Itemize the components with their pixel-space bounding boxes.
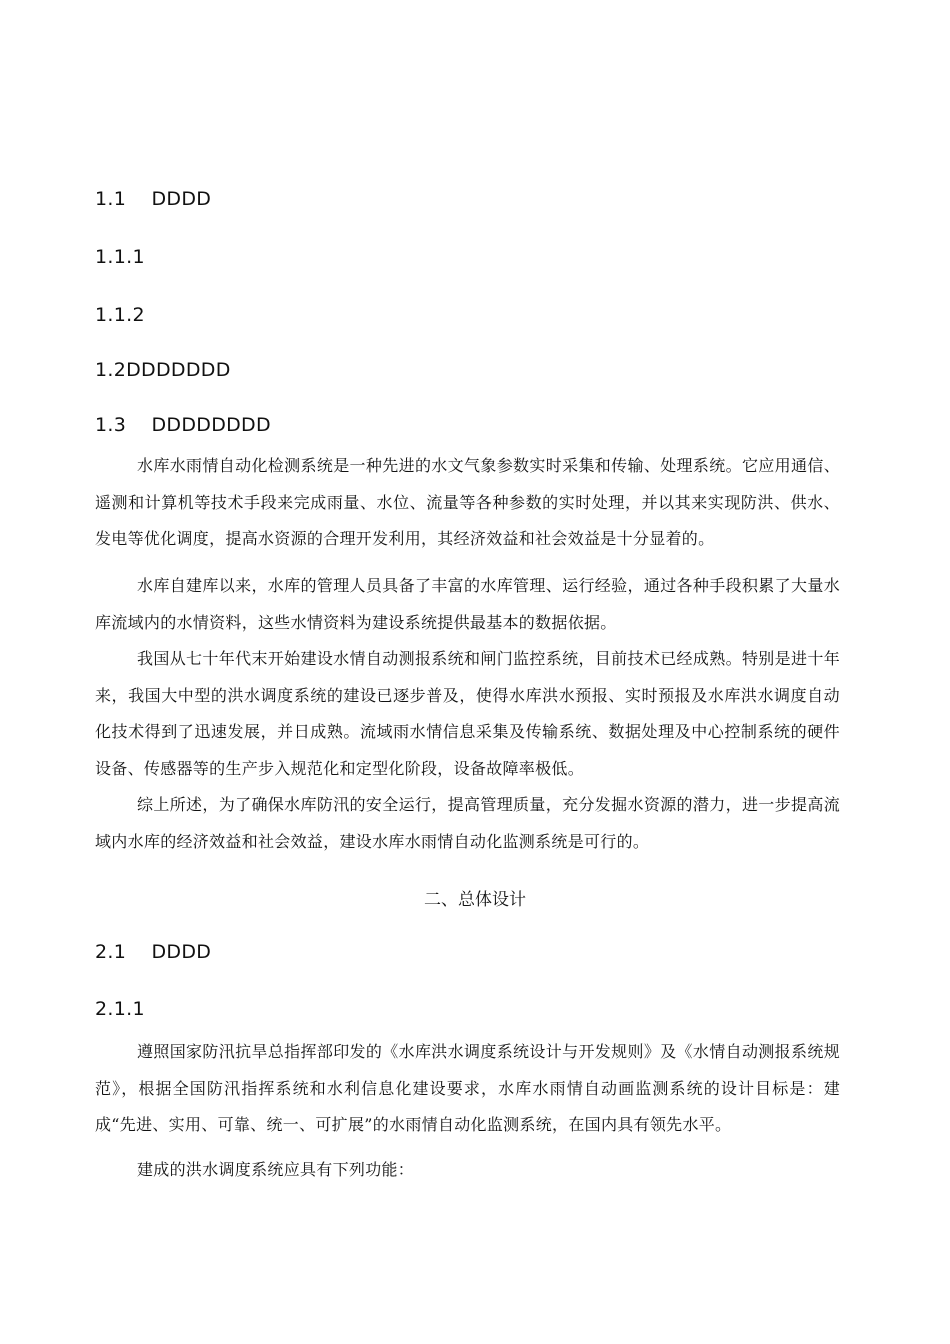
paragraph-intro: 水库水雨情自动化检测系统是一种先进的水文气象参数实时采集和传输、处理系统。它应用通信、遥测和计算机等技术手段来完成雨量、水位、流量等各种参数的实时处理，并以其来实现防洪、供水、发电等优化调度，提高水资源的合理开发利用，其经济效益和社会效益是十分显着的。 (95, 456, 840, 548)
paragraph-experience: 水库自建库以来，水库的管理人员具备了丰富的水库管理、运行经验，通过各种手段积累了大量水库流域内的水情资料，这些水情资料为建设系统提供最基本的数据依据。 (95, 576, 840, 632)
paragraph-design-goal: 遵照国家防汛抗旱总指挥部印发的《水库洪水调度系统设计与开发规则》及《水情自动测报系统规范》，根据全国防汛指挥系统和水利信息化建设要求，水库水雨情自动画监测系统的设计目标是：建成“先进、实用、可靠、统一、可扩展”的水雨情自动化监测系统，在国内具有领先水平。 (95, 1042, 840, 1134)
paragraph-history: 我国从七十年代末开始建设水情自动测报系统和闸门监控系统，目前技术已经成熟。特别是进十年来，我国大中型的洪水调度系统的建设已逐步普及，使得水库洪水预报、实时预报及水库洪水调度自动化技术得到了迅速发展，并日成熟。流域雨水情信息采集及传输系统、数据处理及中心控制系统的硬件设备、传感器等的生产步入规范化和定型化阶段，设备故障率极低。 (95, 649, 840, 778)
paragraph-conclusion: 综上所述，为了确保水库防汛的安全运行，提高管理质量，充分发掘水资源的潜力，进一步提高流域内水库的经济效益和社会效益，建设水库水雨情自动化监测系统是可行的。 (95, 795, 840, 851)
paragraph-functions: 建成的洪水调度系统应具有下列功能： (137, 1160, 415, 1179)
heading-1-2: 1.2DDDDDDD (95, 359, 231, 381)
heading-1-1-2: 1.1.2 (95, 304, 145, 326)
section-title: 二、总体设计 (424, 890, 526, 910)
heading-1-1-1: 1.1.1 (95, 246, 145, 268)
heading-1-3: 1.3 DDDDDDDD (95, 414, 271, 436)
heading-1-1: 1.1 DDDD (95, 188, 212, 210)
heading-2-1: 2.1 DDDD (95, 941, 212, 963)
heading-2-1-1: 2.1.1 (95, 998, 145, 1020)
